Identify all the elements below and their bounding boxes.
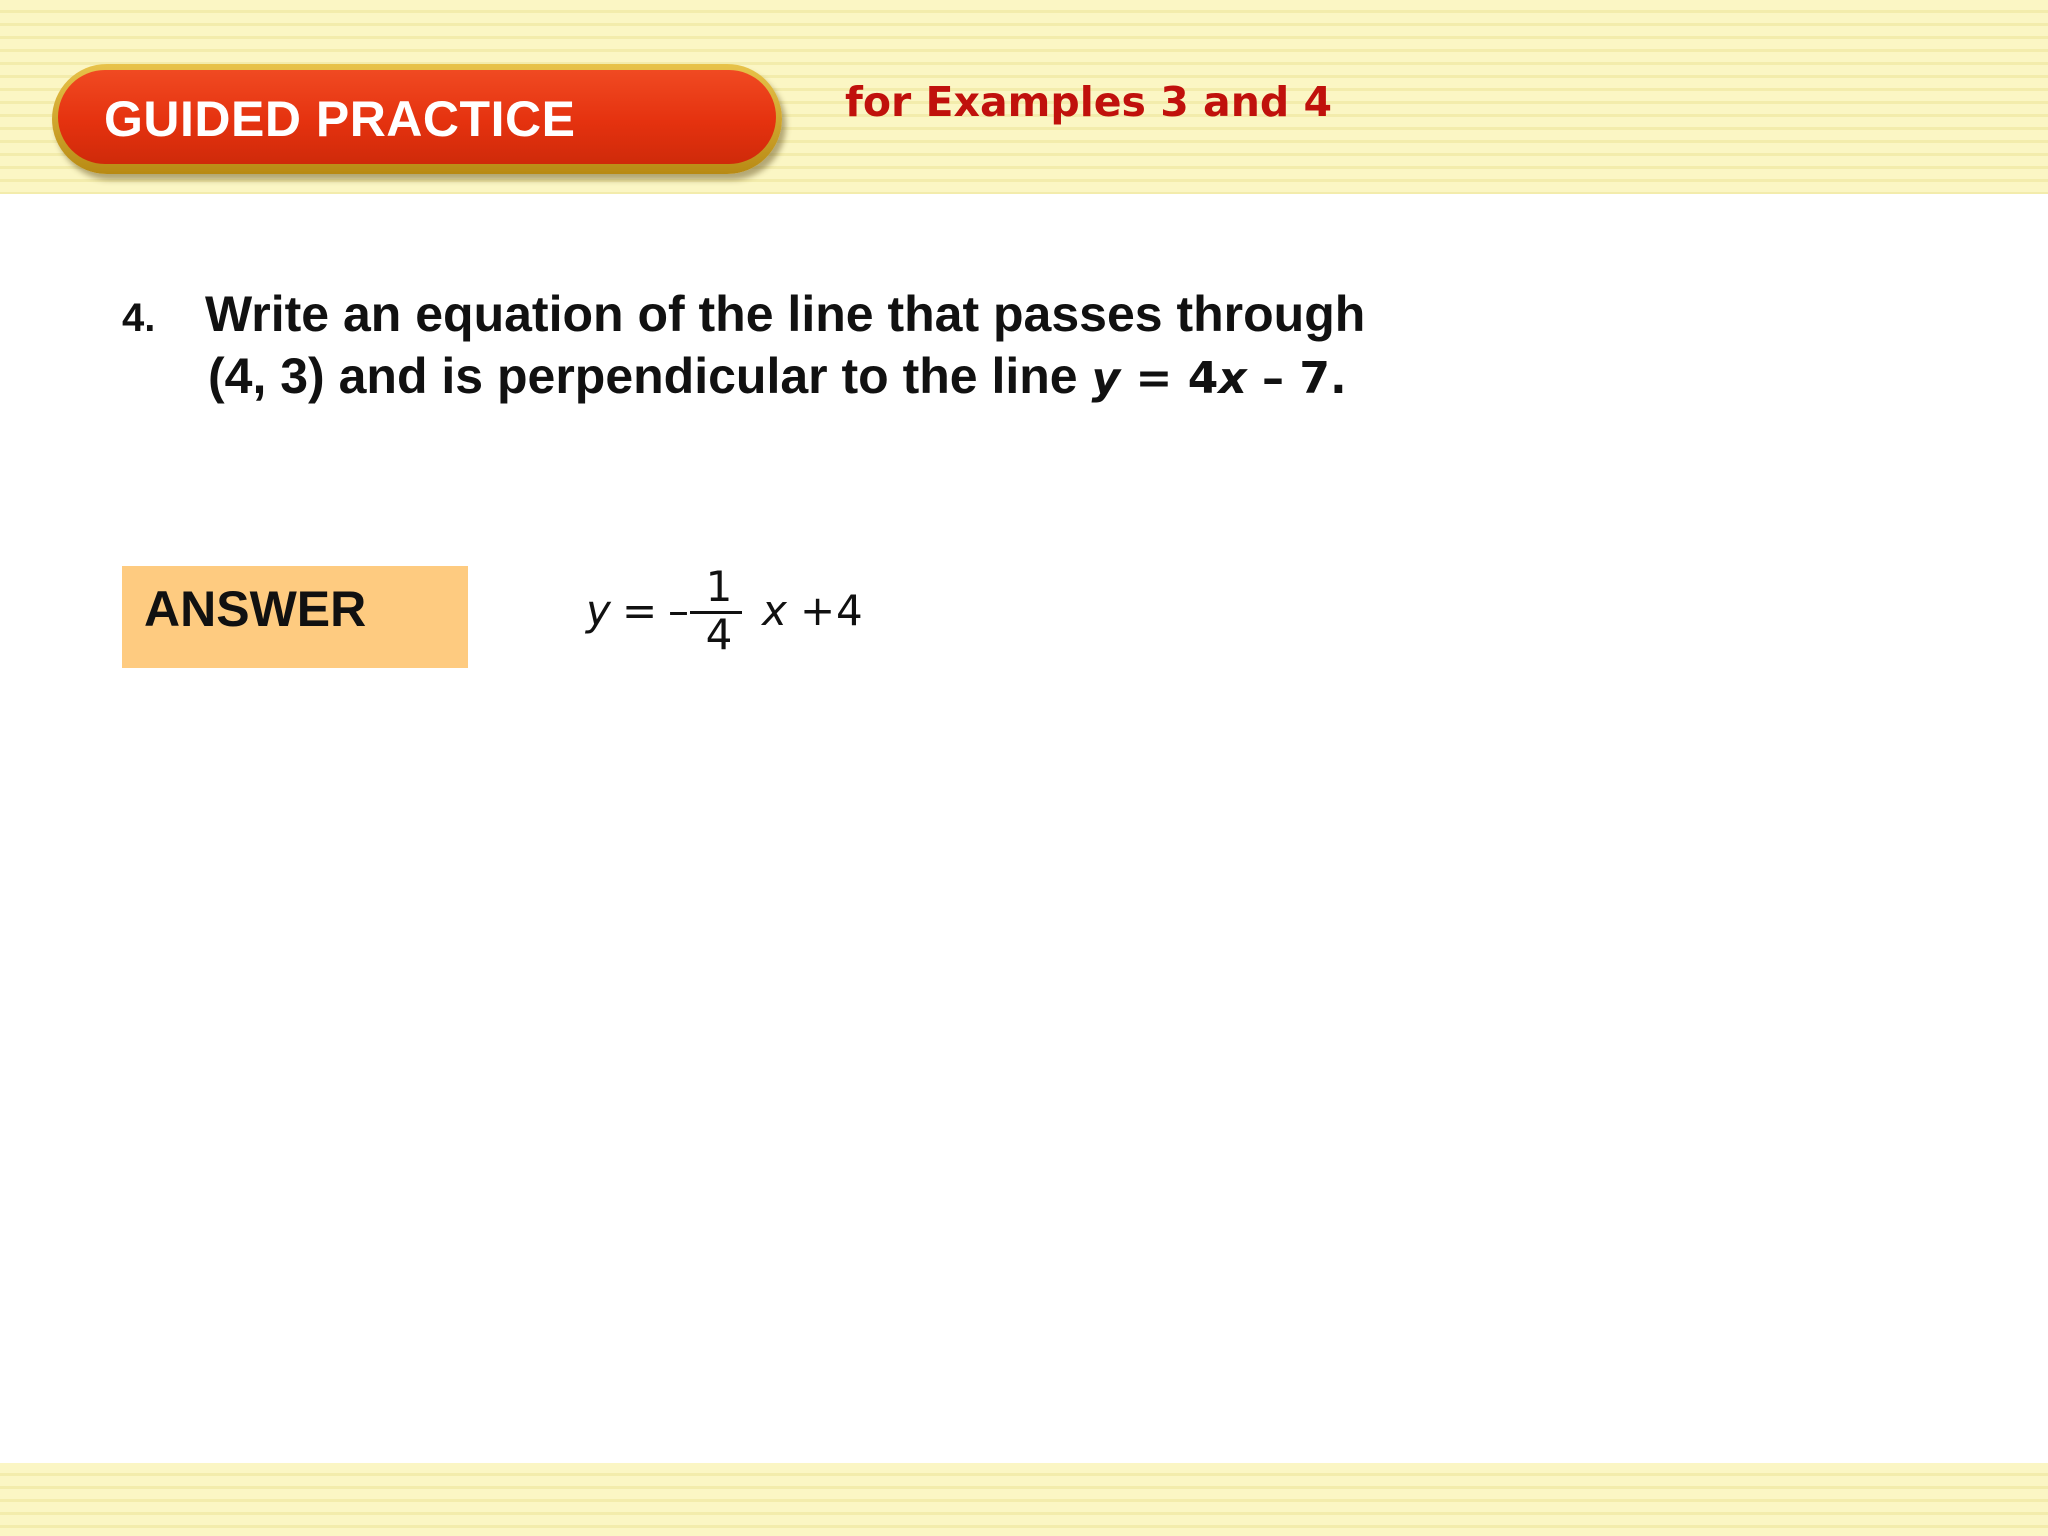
guided-practice-badge	[52, 64, 782, 174]
problem-number: 4.	[122, 296, 156, 340]
examples-reference: for Examples 3 and 4	[845, 78, 1333, 126]
answer-eq-equals: =	[622, 586, 658, 635]
footer-band	[0, 1463, 2048, 1536]
answer-box	[122, 566, 468, 668]
answer-label: ANSWER	[144, 581, 367, 637]
answer-eq-minus: –	[668, 586, 689, 635]
problem-eq-y: y	[1091, 353, 1121, 404]
problem-text-line2	[208, 347, 1347, 405]
answer-eq-x: x	[762, 586, 787, 635]
answer-eq-y: y	[586, 586, 611, 635]
fraction-denominator: 4	[705, 610, 733, 659]
problem-eq-equals: = 4	[1120, 353, 1219, 404]
guided-practice-label: GUIDED PRACTICE	[104, 91, 576, 147]
problem-line2-prefix: (4, 3) and is perpendicular to the line	[208, 348, 1092, 404]
guided-practice-badge-fill	[58, 70, 776, 164]
problem-eq-tail: – 7.	[1246, 353, 1347, 404]
answer-eq-constant: 4	[836, 586, 863, 635]
fraction-numerator: 1	[705, 562, 733, 611]
answer-eq-plus: +	[800, 586, 836, 635]
problem-text-line1: Write an equation of the line that passes through	[205, 286, 1366, 342]
problem-eq-x: x	[1218, 353, 1247, 404]
problem-equation	[1092, 353, 1347, 404]
